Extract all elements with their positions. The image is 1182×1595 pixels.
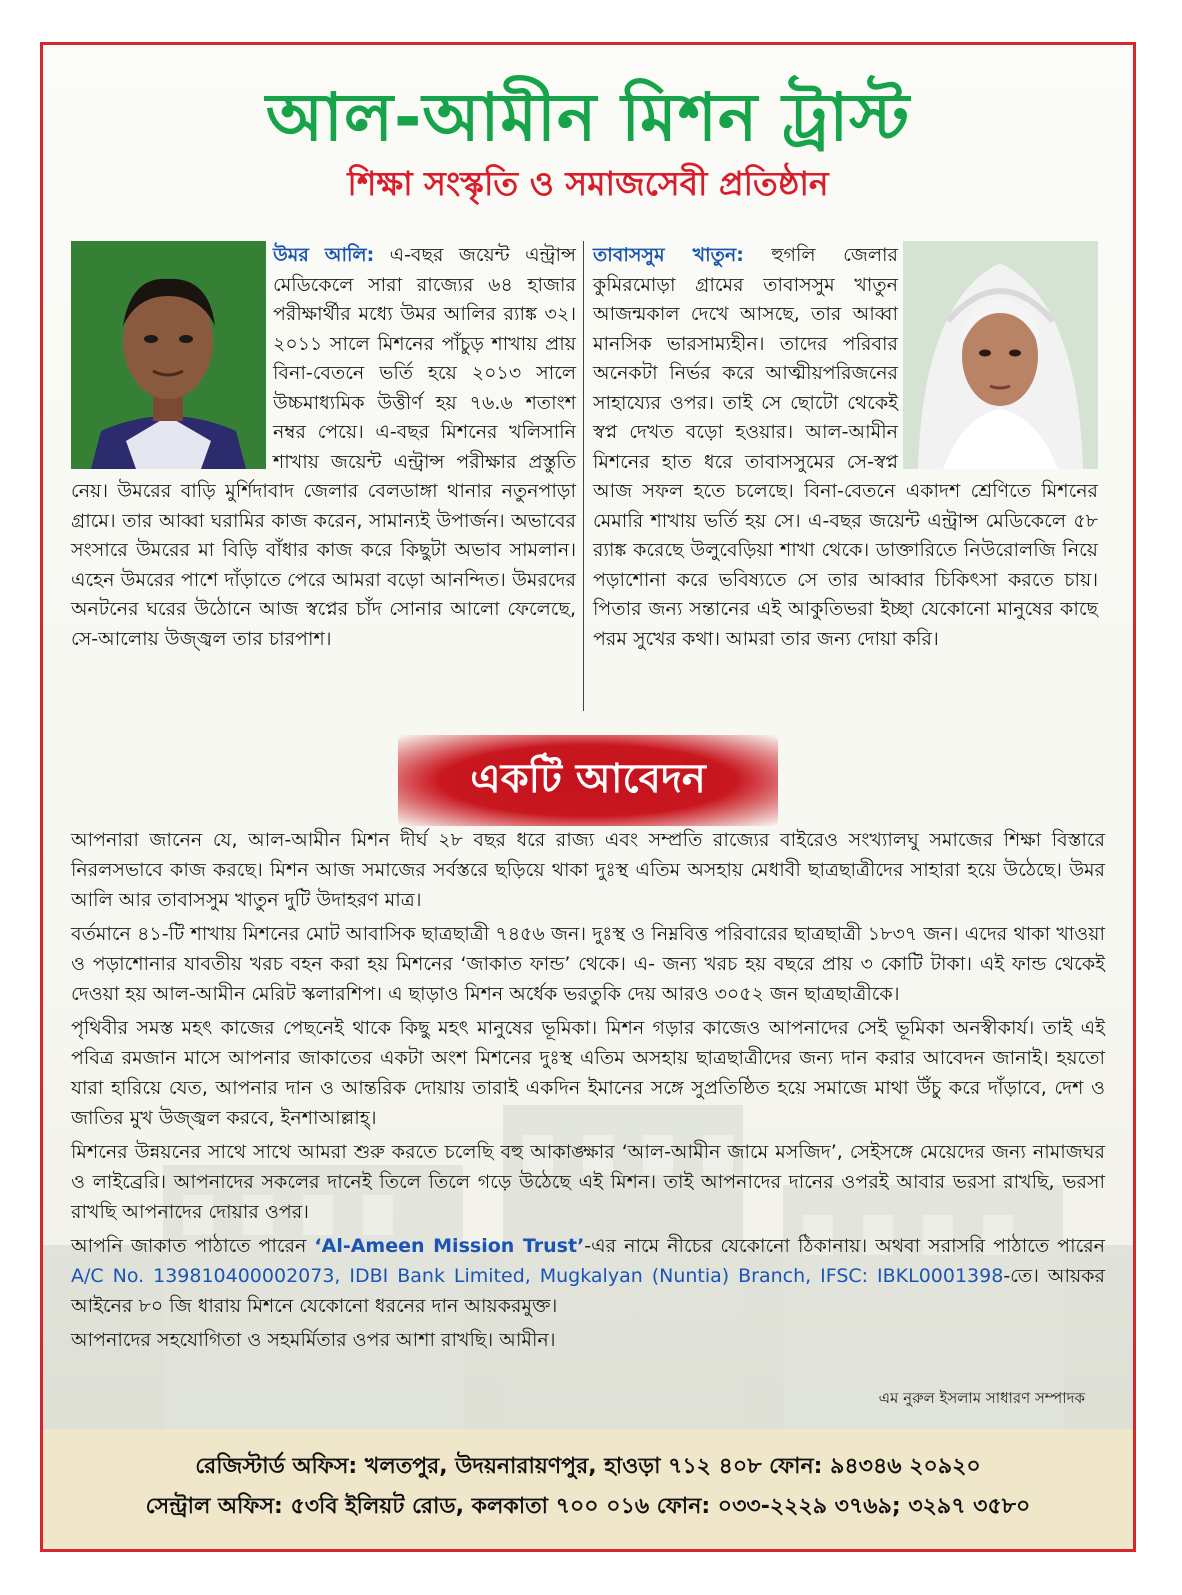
photo-tabassum-khatun xyxy=(903,241,1098,469)
story-left xyxy=(71,241,576,721)
appeal-paragraph-6: আপনাদের সহযোগিতা ও সহমর্মিতার ওপর আশা রাখছি। আমীন। xyxy=(71,1329,556,1351)
story-left-body: এ-বছর জয়েন্ট এন্ট্রান্স মেডিকেলে সারা রাজ্যের ৬৪ হাজার পরীক্ষার্থীর মধ্যে উমর আলির র‍্যাঙ্ক ৩২। ২০১১ সালে মিশনের পাঁচুড় শাখায় প্রায় বিনা-বেতনে ভর্তি হয়ে ২০১৩ সালে উচ্চমাধ্যমিক উত্তীর্ণ হয় ৭৬.৬ শতাংশ নম্বর পেয়ে। এ-বছর মিশনের খলিসানি শাখায় জয়েন্ট এন্ট্রান্স পরীক্ষার প্রস্তুতি নেয়। উমরের বাড়ি মুর্শিদাবাদ জেলার বেলডাঙ্গা থানার নতুনপাড়া গ্রামে। তার আব্বা ঘরামির কাজ করেন, সামান্যই উপার্জন। অভাবের সংসারে উমরের মা বিড়ি বাঁধার কাজ করে কিছুটা অভাব সামলান। এহেন উমরের পাশে দাঁড়াতে পেরে আমরা বড়ো আনন্দিত। উমরদের অনটনের ঘরের উঠোনে আজ স্বপ্নের চাঁদ সোনার আলো ফেলেছে, সে-আলোয় উজ্জ্বল তার চারপাশ। xyxy=(71,244,576,650)
story-right xyxy=(593,241,1098,721)
tax-exemption-note: -তে। আয়কর আইনের ৮০ জি ধারায় মিশনে যেকোনো ধরনের দান আয়করমুক্ত। xyxy=(71,1265,1105,1317)
page-title: আল-আমীন মিশন ট্রাস্ট xyxy=(265,79,911,156)
trust-name: ‘Al-Ameen Mission Trust’ xyxy=(314,1235,585,1257)
bank-account-details: A/C No. 139810400002073, IDBI Bank Limited, Mugkalyan (Nuntia) Branch, IFSC: IBKL0001398 xyxy=(71,1265,1004,1287)
page-frame xyxy=(40,42,1136,1552)
central-office: সেন্ট্রাল অফিস: ৫৩বি ইলিয়ট রোড, কলকাতা ৭০০ ০১৬ ফোন: ০৩৩-২২২৯ ৩৭৬৯; ৩২৯৭ ৩৫৮০ xyxy=(145,1494,1031,1519)
appeal-paragraph-5 xyxy=(71,1231,1105,1321)
donation-middle: -এর নামে নীচের যেকোনো ঠিকানায়। অথবা সরাসরি পাঠাতে পারেন xyxy=(584,1235,1106,1257)
registered-office: রেজিস্টার্ড অফিস: খলতপুর, উদয়নারায়ণপুর, হাওড়া ৭১২ ৪০৮ ফোন: ৯৪৩৪৬ ২০৯২০ xyxy=(195,1454,981,1479)
appeal-paragraph-1: আপনারা জানেন যে, আল-আমীন মিশন দীর্ঘ ২৮ বছর ধরে রাজ্য এবং সম্প্রতি রাজ্যের বাইরেও সংখ্যালঘু সমাজের শিক্ষা বিস্তারে নিরলসভাবে কাজ করছে। মিশন আজ সমাজের সর্বস্তরে ছড়িয়ে থাকা দুঃস্থ এতিম অসহায় মেধাবী ছাত্রছাত্রীদের সাহারা হয়ে উঠেছে। উমর আলি আর তাবাসসুম খাতুন দুটি উদাহরণ মাত্র। xyxy=(71,829,1105,911)
photo-umar-ali xyxy=(71,241,266,469)
appeal-heading-wrap xyxy=(43,735,1133,826)
header xyxy=(43,79,1133,203)
column-divider xyxy=(583,241,584,711)
signature: এম নুরুল ইসলাম সাধারণ সম্পাদক xyxy=(878,1389,1085,1407)
appeal-heading: একটি আবেদন xyxy=(398,735,777,826)
appeal-paragraph-2: বর্তমানে ৪১-টি শাখায় মিশনের মোট আবাসিক ছাত্রছাত্রী ৭৪৫৬ জন। দুঃস্থ ও নিম্নবিত্ত পরিবারের ছাত্রছাত্রী ১৮৩৭ জন। এদের থাকা খাওয়া ও পড়াশোনার যাবতীয় খরচ বহন করা হয় মিশনের ‘জাকাত ফান্ড’ থেকে। এ- জন্য খরচ হয় বছরে প্রায় ৩ কোটি টাকা। এই ফান্ড থেকেই দেওয়া হয় আল-আমীন মেরিট স্কলারশিপ। এ ছাড়াও মিশন অর্ধেক ভরতুকি দেয় আরও ৩০৫২ জন ছাত্রছাত্রীকে। xyxy=(71,923,1105,1005)
story-right-name: তাবাসসুম খাতুন: xyxy=(593,244,744,266)
story-right-body: হুগলি জেলার কুমিরমোড়া গ্রামের তাবাসসুম খাতুন আজন্মকাল দেখে আসছে, তার আব্বা মানসিক ভারসাম্যহীন। তাদের পরিবার অনেকটা নির্ভর করে আত্মীয়পরিজনের সাহায্যের ওপর। তাই সে ছোটো থেকেই স্বপ্ন দেখত বড়ো হওয়ার। আল-আমীন মিশনের হাত ধরে তাবাসসুমের সে-স্বপ্ন আজ সফল হতে চলেছে। বিনা-বেতনে একাদশ শ্রেণিতে মিশনের মেমারি শাখায় ভর্তি হয় সে। এ-বছর জয়েন্ট এন্ট্রান্স মেডিকেলে ৫৮ র‍্যাঙ্ক করেছে উলুবেড়িয়া শাখা থেকে। ডাক্তারিতে নিউরোলজি নিয়ে পড়াশোনা করে ভবিষ্যতে সে তার আব্বার চিকিৎসা করতে চায়। পিতার জন্য সন্তানের এই আকুতিভরা ইচ্ছা যেকোনো মানুষের কাছে পরম সুখের কথা। আমরা তার জন্য দোয়া করি। xyxy=(593,244,1098,650)
appeal-paragraph-3: পৃথিবীর সমস্ত মহৎ কাজের পেছনেই থাকে কিছু মহৎ মানুষের ভূমিকা। মিশন গড়ার কাজেও আপনাদের সেই ভূমিকা অনস্বীকার্য। তাই এই পবিত্র রমজান মাসে আপনার জাকাতের একটা অংশ মিশনের দুঃস্থ এতিম অসহায় ছাত্রছাত্রীদের জন্য দান করার আবেদন জানাই। হয়তো যারা হারিয়ে যেত, আপনার দান ও আন্তরিক দোয়ায় তারাই একদিন ইমানের সঙ্গে সুপ্রতিষ্ঠিত হয়ে সমাজে মাথা উঁচু করে দাঁড়াবে, দেশ ও জাতির মুখ উজ্জ্বল করবে, ইনশাআল্লাহ্। xyxy=(71,1017,1105,1129)
page-subtitle: শিক্ষা সংস্কৃতি ও সমাজসেবী প্রতিষ্ঠান xyxy=(347,164,829,203)
donation-intro: আপনি জাকাত পাঠাতে পারেন xyxy=(71,1235,315,1257)
story-left-name: উমর আলি: xyxy=(273,244,375,266)
appeal-body xyxy=(71,825,1105,1359)
appeal-paragraph-4: মিশনের উন্নয়নের সাথে সাথে আমরা শুরু করতে চলেছি বহু আকাঙ্ক্ষার ‘আল-আমীন জামে মসজিদ’, সেইসঙ্গে মেয়েদের জন্য নামাজঘর ও লাইব্রেরি। আপনাদের সকলের দানেই তিলে তিলে গড়ে উঠেছে এই মিশন। তাই আপনাদের দানের ওপরই আবার ভরসা রাখছি, ভরসা রাখছি আপনাদের দোয়ার ওপর। xyxy=(71,1141,1105,1223)
footer xyxy=(43,1429,1133,1549)
